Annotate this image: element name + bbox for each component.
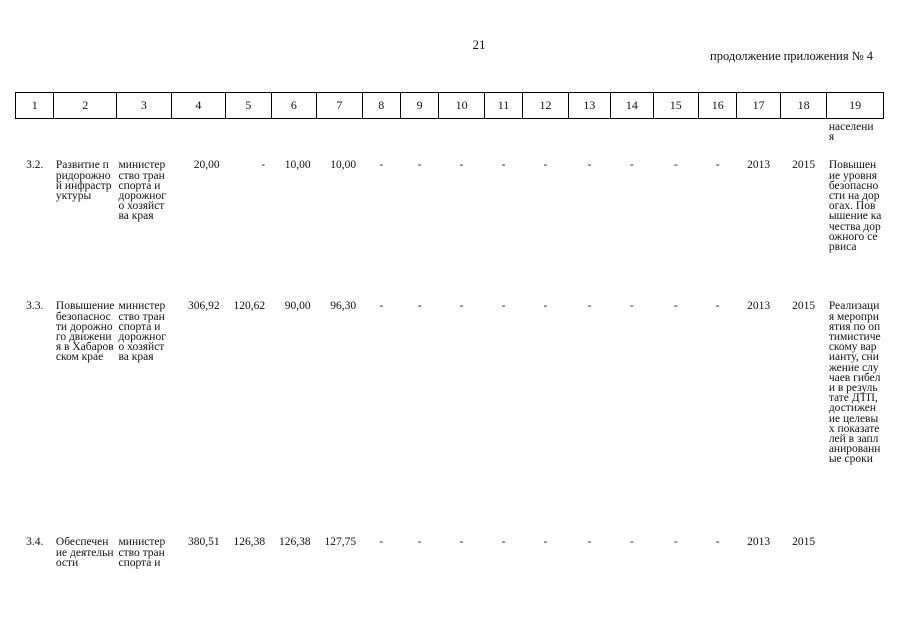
value-col6: 90,00 — [284, 300, 311, 313]
value-col16: - — [715, 300, 720, 313]
value-col16: - — [715, 536, 720, 549]
value-col14: - — [629, 159, 634, 172]
value-col5: 120,62 — [233, 300, 266, 313]
col-header: 6 — [271, 93, 316, 119]
value-col11: - — [501, 536, 506, 549]
table-row — [16, 150, 884, 295]
result-cell: населени я — [828, 121, 874, 144]
value-col11: - — [501, 300, 506, 313]
value-col6: 126,38 — [278, 536, 311, 549]
value-col15: - — [673, 159, 678, 172]
col-header: 15 — [653, 93, 698, 119]
value-col9: - — [417, 536, 422, 549]
executor: министерство транспорта и — [118, 536, 166, 569]
value-col7: 127,75 — [324, 536, 357, 549]
value-col15: - — [673, 300, 678, 313]
value-col13: - — [587, 159, 592, 172]
value-col12: - — [543, 536, 548, 549]
col-header: 19 — [827, 93, 884, 119]
col-header: 14 — [611, 93, 653, 119]
col-header: 13 — [568, 93, 610, 119]
value-col9: - — [417, 300, 422, 313]
col-header: 16 — [699, 93, 737, 119]
col-header: 9 — [400, 93, 438, 119]
value-col13: - — [587, 300, 592, 313]
end-year: 2015 — [792, 159, 816, 172]
col-header: 1 — [16, 93, 54, 119]
result-cell: Реализация мероприятия по оптимистическому варианту, снижение случаев гибели в результате ДТП, достижение целевых показателей в запланированные сроки — [828, 300, 881, 466]
col-header: 17 — [737, 93, 780, 119]
row-index: 3.3. — [26, 300, 44, 313]
result-cell: Повышение уровня безопасности на дорогах. Повышение качества дорожного сервиса — [828, 159, 882, 254]
value-col15: - — [673, 536, 678, 549]
value-col14: - — [629, 300, 634, 313]
value-col9: - — [417, 159, 422, 172]
row-index: 3.2. — [26, 159, 44, 172]
value-col7: 96,30 — [330, 300, 357, 313]
col-header: 2 — [54, 93, 117, 119]
col-header: 4 — [171, 93, 226, 119]
col-header: 10 — [439, 93, 484, 119]
value-col8: - — [379, 159, 384, 172]
activity-name: Развитие придорожной инфраструктуры — [55, 159, 112, 203]
value-col13: - — [587, 536, 592, 549]
value-col16: - — [715, 159, 720, 172]
value-col7: 10,00 — [330, 159, 357, 172]
continued-row — [16, 119, 884, 151]
start-year: 2013 — [747, 159, 771, 172]
program-table — [15, 92, 884, 568]
col-header: 8 — [362, 93, 400, 119]
col-header: 12 — [523, 93, 568, 119]
value-col6: 10,00 — [284, 159, 311, 172]
end-year: 2015 — [792, 300, 816, 313]
start-year: 2013 — [747, 300, 771, 313]
result-cell — [827, 529, 884, 568]
continuation-note: продолжение приложения № 4 — [710, 49, 873, 63]
col-header: 18 — [780, 93, 826, 119]
table-row — [16, 529, 884, 568]
col-header: 3 — [117, 93, 172, 119]
value-col5: - — [261, 159, 266, 172]
executor: министерство транспорта и дорожного хозяйства края — [118, 159, 166, 223]
value-col12: - — [543, 159, 548, 172]
total-value: 20,00 — [193, 159, 220, 172]
col-header: 7 — [317, 93, 362, 119]
page-number: 21 — [472, 37, 486, 52]
value-col8: - — [379, 300, 384, 313]
total-value: 306,92 — [188, 300, 220, 313]
header-row — [16, 93, 884, 119]
row-index: 3.4. — [26, 536, 44, 549]
col-header: 5 — [226, 93, 271, 119]
executor: министерство транспорта и дорожного хозяйства края — [118, 300, 166, 364]
value-col10: - — [459, 300, 464, 313]
value-col12: - — [543, 300, 548, 313]
activity-name: Повышение безопасности дорожного движения в Хабаровском крае — [55, 300, 115, 364]
start-year: 2013 — [747, 536, 771, 549]
value-col5: 126,38 — [233, 536, 266, 549]
value-col10: - — [459, 159, 464, 172]
value-col11: - — [501, 159, 506, 172]
value-col10: - — [459, 536, 464, 549]
table-row — [16, 295, 884, 529]
end-year: 2015 — [792, 536, 816, 549]
col-header: 11 — [484, 93, 522, 119]
activity-name: Обеспечение деятельности — [55, 536, 114, 569]
total-value: 380,51 — [188, 536, 220, 549]
value-col14: - — [629, 536, 634, 549]
value-col8: - — [379, 536, 384, 549]
